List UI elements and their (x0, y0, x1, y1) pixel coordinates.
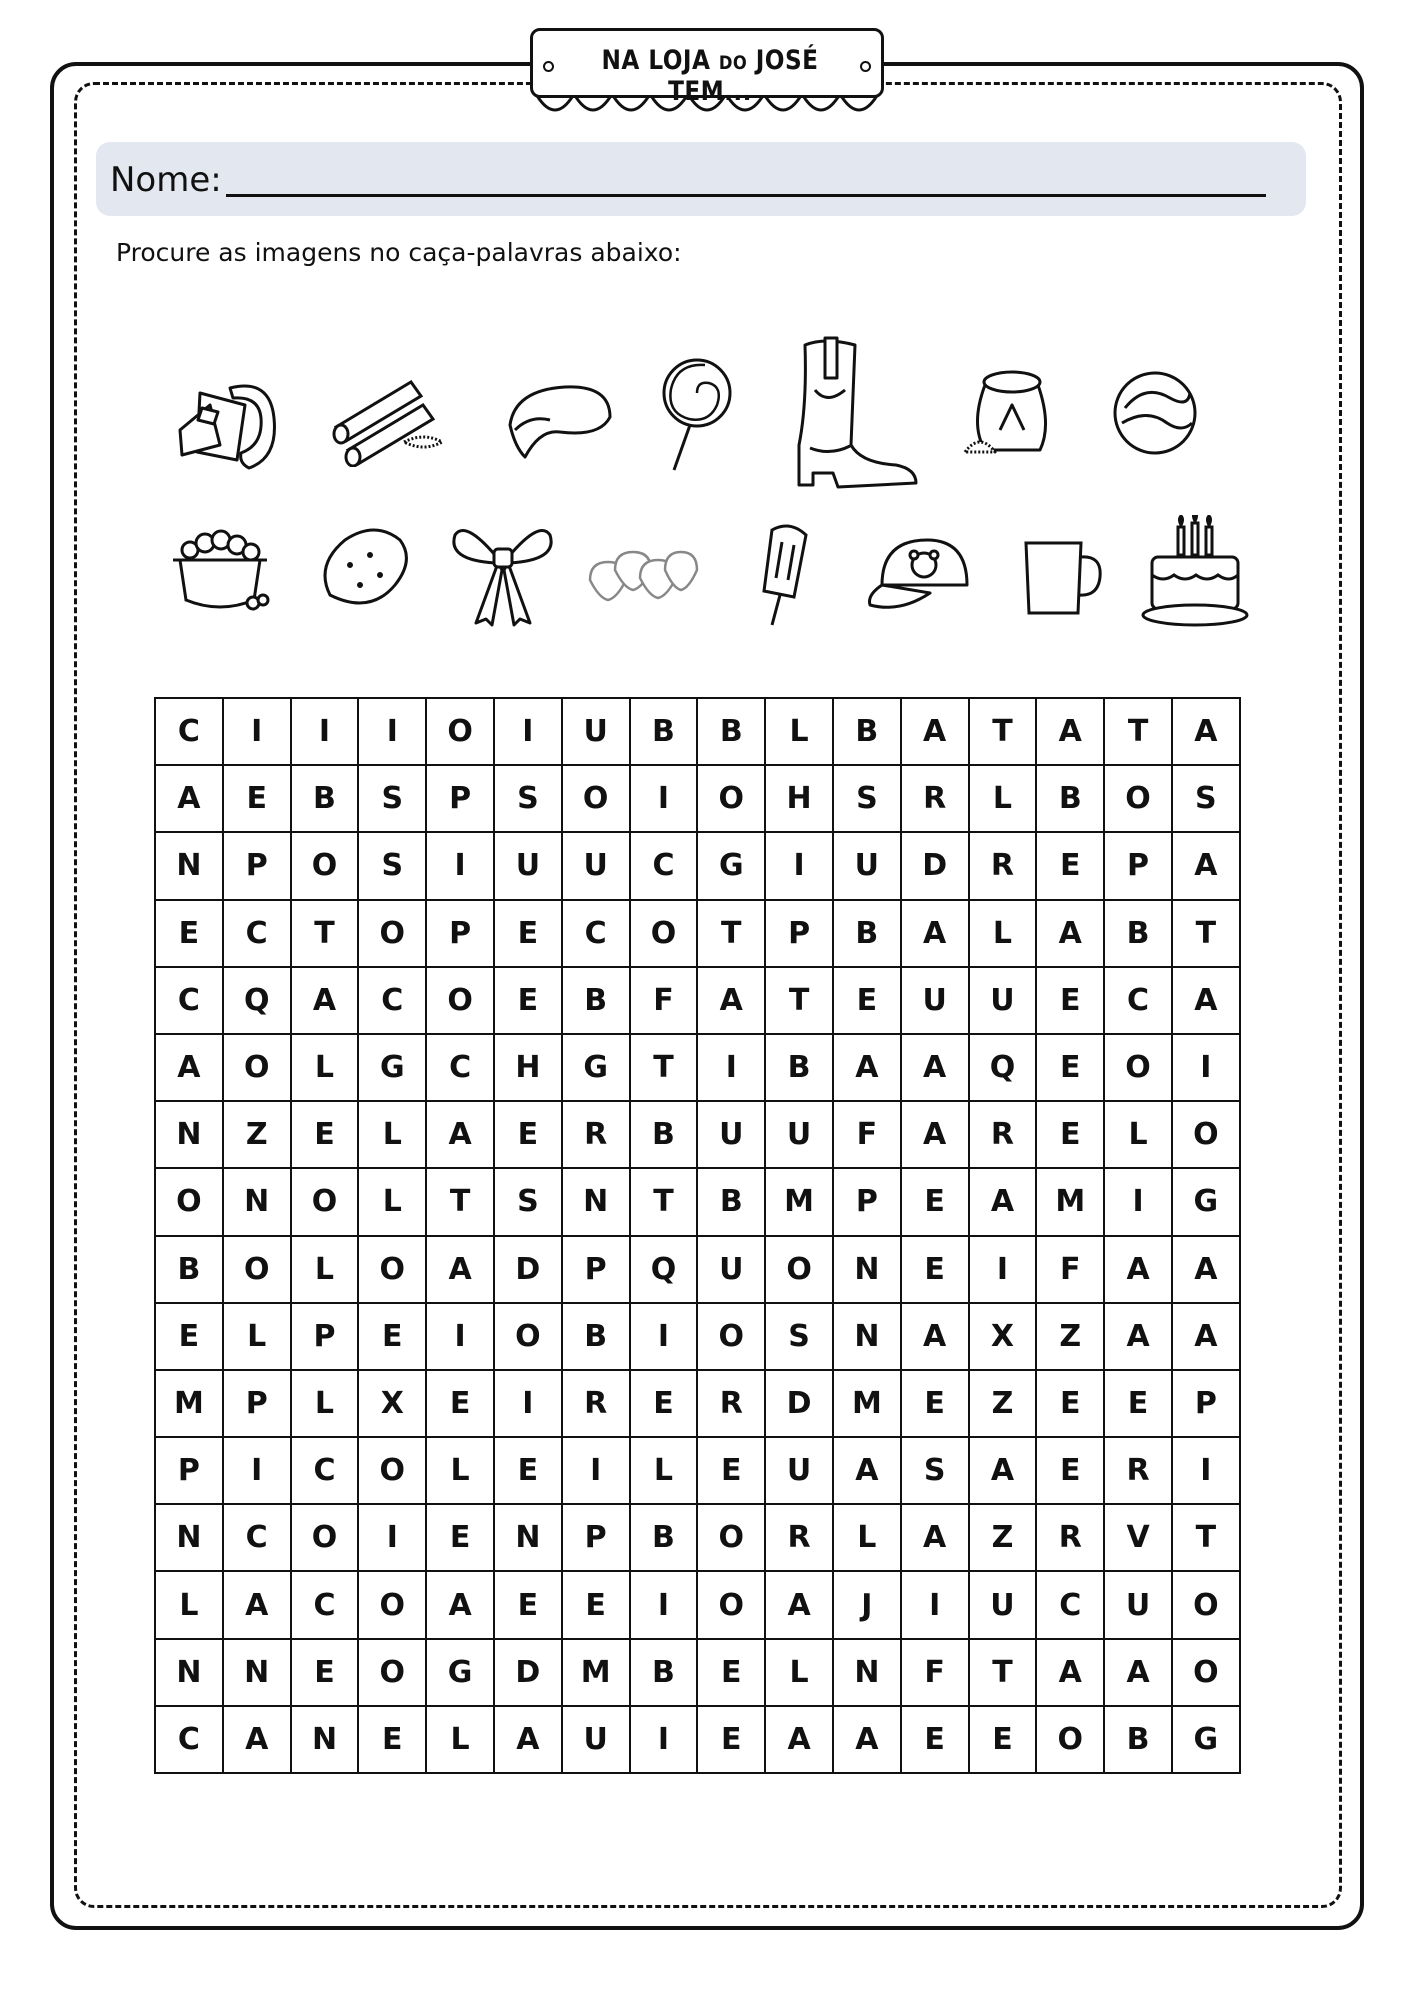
grid-cell[interactable]: I (223, 1437, 291, 1504)
grid-cell[interactable]: P (562, 1236, 630, 1303)
grid-cell[interactable]: J (833, 1571, 901, 1638)
grid-cell[interactable]: E (1036, 1370, 1104, 1437)
grid-row (155, 900, 1240, 967)
grid-cell[interactable]: B (630, 1639, 698, 1706)
grid-cell[interactable]: A (901, 1504, 969, 1571)
grid-cell[interactable]: E (697, 1706, 765, 1773)
birthday-cake-icon (1140, 515, 1250, 630)
grid-cell[interactable]: S (833, 765, 901, 832)
grid-cell[interactable]: C (223, 1504, 291, 1571)
grid-cell[interactable]: Q (969, 1034, 1037, 1101)
grid-cell[interactable]: U (765, 1101, 833, 1168)
grid-cell[interactable]: U (833, 832, 901, 899)
grid-cell[interactable]: L (358, 1168, 426, 1235)
grid-cell[interactable]: E (697, 1639, 765, 1706)
grid-cell[interactable]: E (426, 1504, 494, 1571)
grid-cell[interactable]: N (494, 1504, 562, 1571)
grid-cell[interactable]: T (1104, 698, 1172, 765)
grid-cell[interactable]: R (697, 1370, 765, 1437)
name-field (96, 142, 1306, 216)
grid-cell[interactable]: M (833, 1370, 901, 1437)
grid-cell[interactable]: H (494, 1034, 562, 1101)
lollipop-icon (652, 355, 737, 475)
grid-cell[interactable]: E (1036, 1034, 1104, 1101)
grid-cell[interactable]: B (833, 698, 901, 765)
grid-cell[interactable]: O (697, 765, 765, 832)
grid-row (155, 1639, 1240, 1706)
grid-row (155, 698, 1240, 765)
grid-cell[interactable]: R (562, 1101, 630, 1168)
grid-cell[interactable]: A (1104, 1639, 1172, 1706)
grid-cell[interactable]: P (765, 900, 833, 967)
title-banner (530, 28, 884, 124)
grid-cell[interactable]: O (155, 1168, 223, 1235)
grid-cell[interactable]: L (223, 1303, 291, 1370)
grid-cell[interactable]: P (1172, 1370, 1240, 1437)
grid-cell[interactable]: L (969, 900, 1037, 967)
grid-cell[interactable]: M (1036, 1168, 1104, 1235)
grid-cell[interactable]: D (494, 1236, 562, 1303)
grid-cell[interactable]: C (155, 1706, 223, 1773)
grid-cell[interactable]: E (901, 1236, 969, 1303)
grid-cell[interactable]: N (833, 1303, 901, 1370)
grid-cell[interactable]: E (494, 1437, 562, 1504)
marble-icon (1110, 368, 1200, 458)
grid-cell[interactable]: B (630, 1101, 698, 1168)
grid-cell[interactable]: A (901, 900, 969, 967)
grid-cell[interactable]: B (1104, 900, 1172, 967)
grid-cell[interactable]: F (833, 1101, 901, 1168)
grid-cell[interactable]: H (765, 765, 833, 832)
grid-cell[interactable]: A (1172, 1303, 1240, 1370)
grid-cell[interactable]: T (426, 1168, 494, 1235)
grid-cell[interactable]: Z (969, 1504, 1037, 1571)
grid-cell[interactable]: L (291, 1236, 359, 1303)
grid-cell[interactable]: O (358, 1639, 426, 1706)
grid-cell[interactable]: L (765, 1639, 833, 1706)
grid-cell[interactable]: E (1104, 1370, 1172, 1437)
grid-row (155, 1370, 1240, 1437)
grid-cell[interactable]: E (291, 1101, 359, 1168)
grid-cell[interactable]: A (223, 1706, 291, 1773)
grid-cell[interactable]: O (697, 1504, 765, 1571)
grid-cell[interactable]: E (562, 1571, 630, 1638)
whistle-icon (160, 368, 285, 478)
grid-row (155, 1571, 1240, 1638)
grid-cell[interactable]: A (426, 1236, 494, 1303)
grid-cell[interactable]: U (1104, 1571, 1172, 1638)
grid-cell[interactable]: A (223, 1571, 291, 1638)
nail-left-icon (543, 61, 554, 72)
grid-row (155, 1168, 1240, 1235)
grid-cell[interactable]: I (969, 1236, 1037, 1303)
grid-cell[interactable]: B (562, 1303, 630, 1370)
grid-cell[interactable]: U (969, 1571, 1037, 1638)
grid-cell[interactable]: A (969, 1168, 1037, 1235)
grid-cell[interactable]: O (630, 900, 698, 967)
title-part-3: JOSÉ TEM... (668, 45, 819, 107)
grid-cell[interactable]: A (1104, 1236, 1172, 1303)
name-label: Nome: (110, 160, 222, 200)
grid-cell[interactable]: U (697, 1236, 765, 1303)
grid-cell[interactable]: E (291, 1639, 359, 1706)
title-part-2: DO (718, 52, 748, 74)
grid-cell[interactable]: F (630, 967, 698, 1034)
grid-cell[interactable]: O (358, 1571, 426, 1638)
grid-cell[interactable]: O (426, 967, 494, 1034)
grid-cell[interactable]: L (358, 1101, 426, 1168)
grid-cell[interactable]: A (155, 1034, 223, 1101)
grid-cell[interactable]: E (901, 1168, 969, 1235)
grid-cell[interactable]: E (358, 1303, 426, 1370)
grid-cell[interactable]: N (155, 1101, 223, 1168)
grid-cell[interactable]: Z (1036, 1303, 1104, 1370)
grid-cell[interactable]: E (155, 900, 223, 967)
grid-row (155, 1504, 1240, 1571)
grid-cell[interactable]: G (426, 1639, 494, 1706)
grid-cell[interactable]: I (630, 1706, 698, 1773)
grid-cell[interactable]: I (697, 1034, 765, 1101)
word-search-grid (154, 697, 1241, 1774)
grid-cell[interactable]: B (833, 900, 901, 967)
grid-cell[interactable]: A (901, 1303, 969, 1370)
grid-cell[interactable]: N (223, 1639, 291, 1706)
grid-cell[interactable]: N (833, 1236, 901, 1303)
grid-cell[interactable]: C (1104, 967, 1172, 1034)
grid-cell[interactable]: O (1036, 1706, 1104, 1773)
grid-cell[interactable]: R (1104, 1437, 1172, 1504)
grid-cell[interactable]: L (291, 1034, 359, 1101)
grid-cell[interactable]: S (358, 832, 426, 899)
grid-cell[interactable]: U (765, 1437, 833, 1504)
grid-cell[interactable]: I (426, 1303, 494, 1370)
grid-cell[interactable]: O (1104, 1034, 1172, 1101)
grid-cell[interactable]: A (155, 765, 223, 832)
grid-cell[interactable]: L (426, 1437, 494, 1504)
grid-cell[interactable]: U (562, 1706, 630, 1773)
grid-cell[interactable]: O (426, 698, 494, 765)
grid-cell[interactable]: P (155, 1437, 223, 1504)
grid-cell[interactable]: R (765, 1504, 833, 1571)
grid-cell[interactable]: I (494, 698, 562, 765)
grid-cell[interactable]: F (1036, 1236, 1104, 1303)
grid-cell[interactable]: R (969, 832, 1037, 899)
grid-cell[interactable]: B (697, 1168, 765, 1235)
cap-icon (862, 530, 972, 615)
grid-cell[interactable]: A (426, 1571, 494, 1638)
grid-cell[interactable]: E (901, 1370, 969, 1437)
mug-icon (1018, 535, 1108, 620)
grid-cell[interactable]: T (630, 1034, 698, 1101)
grid-cell[interactable]: T (1172, 900, 1240, 967)
grid-cell[interactable]: O (1172, 1101, 1240, 1168)
grid-cell[interactable]: G (1172, 1706, 1240, 1773)
grid-cell[interactable]: D (765, 1370, 833, 1437)
grid-cell[interactable]: R (1036, 1504, 1104, 1571)
grid-cell[interactable]: A (494, 1706, 562, 1773)
grid-cell[interactable]: I (630, 765, 698, 832)
grid-cell[interactable]: I (1172, 1437, 1240, 1504)
grid-cell[interactable]: C (155, 698, 223, 765)
grid-cell[interactable]: O (223, 1236, 291, 1303)
grid-cell[interactable]: T (697, 900, 765, 967)
grid-row (155, 832, 1240, 899)
grid-cell[interactable]: A (1036, 1639, 1104, 1706)
grid-cell[interactable]: P (291, 1303, 359, 1370)
grid-cell[interactable]: T (969, 1639, 1037, 1706)
grid-cell[interactable]: A (1104, 1303, 1172, 1370)
grid-cell[interactable]: U (494, 832, 562, 899)
grid-cell[interactable]: T (969, 698, 1037, 765)
grid-cell[interactable]: O (494, 1303, 562, 1370)
grid-row (155, 765, 1240, 832)
grid-cell[interactable]: A (1172, 967, 1240, 1034)
grid-cell[interactable]: A (901, 1034, 969, 1101)
grid-cell[interactable]: E (1036, 967, 1104, 1034)
grid-cell[interactable]: L (969, 765, 1037, 832)
grid-cell[interactable]: Z (223, 1101, 291, 1168)
boot-icon (785, 330, 920, 490)
grid-cell[interactable]: N (562, 1168, 630, 1235)
grid-cell[interactable]: I (223, 698, 291, 765)
grid-cell[interactable]: G (697, 832, 765, 899)
grid-cell[interactable]: B (1036, 765, 1104, 832)
grid-cell[interactable]: R (969, 1101, 1037, 1168)
grid-cell[interactable]: U (697, 1101, 765, 1168)
grid-cell[interactable]: E (833, 967, 901, 1034)
grid-cell[interactable]: A (1036, 698, 1104, 765)
grid-cell[interactable]: O (291, 1504, 359, 1571)
grid-row (155, 967, 1240, 1034)
grid-cell[interactable]: M (155, 1370, 223, 1437)
grid-cell[interactable]: A (1172, 698, 1240, 765)
grid-cell[interactable]: I (562, 1437, 630, 1504)
grid-cell[interactable]: U (562, 698, 630, 765)
grid-cell[interactable]: A (833, 1034, 901, 1101)
grid-cell[interactable]: S (494, 1168, 562, 1235)
grid-cell[interactable]: L (291, 1370, 359, 1437)
grid-cell[interactable]: L (630, 1437, 698, 1504)
grid-cell[interactable]: C (291, 1437, 359, 1504)
grid-cell[interactable]: N (833, 1639, 901, 1706)
grid-cell[interactable]: N (155, 1639, 223, 1706)
grid-cell[interactable]: Q (630, 1236, 698, 1303)
grid-cell[interactable]: C (155, 967, 223, 1034)
grid-cell[interactable]: I (494, 1370, 562, 1437)
grid-cell[interactable]: B (765, 1034, 833, 1101)
grid-cell[interactable]: P (833, 1168, 901, 1235)
grid-cell[interactable]: C (630, 832, 698, 899)
grid-cell[interactable]: A (765, 1571, 833, 1638)
grid-cell[interactable]: I (358, 698, 426, 765)
grid-cell[interactable]: B (630, 698, 698, 765)
grid-row (155, 1034, 1240, 1101)
grid-cell[interactable]: C (1036, 1571, 1104, 1638)
grid-cell[interactable]: E (697, 1437, 765, 1504)
grid-cell[interactable]: O (697, 1303, 765, 1370)
grid-cell[interactable]: A (901, 698, 969, 765)
grid-cell[interactable]: T (1172, 1504, 1240, 1571)
grid-cell[interactable]: L (765, 698, 833, 765)
grid-cell[interactable]: U (562, 832, 630, 899)
grid-cell[interactable]: Q (223, 967, 291, 1034)
grid-cell[interactable]: P (562, 1504, 630, 1571)
grid-cell[interactable]: E (1036, 832, 1104, 899)
grid-cell[interactable]: N (155, 1504, 223, 1571)
grid-cell[interactable]: A (426, 1101, 494, 1168)
grid-row (155, 1437, 1240, 1504)
grid-cell[interactable]: A (1172, 832, 1240, 899)
grid-cell[interactable]: L (833, 1504, 901, 1571)
grid-cell[interactable]: O (1104, 765, 1172, 832)
grid-cell[interactable]: A (833, 1437, 901, 1504)
grid-cell[interactable]: T (765, 967, 833, 1034)
grid-cell[interactable]: M (765, 1168, 833, 1235)
grid-cell[interactable]: X (358, 1370, 426, 1437)
grid-cell[interactable]: O (358, 900, 426, 967)
grid-cell[interactable]: A (833, 1706, 901, 1773)
grid-cell[interactable]: P (223, 1370, 291, 1437)
grid-cell[interactable]: I (630, 1303, 698, 1370)
grid-cell[interactable]: I (765, 832, 833, 899)
grid-row (155, 1303, 1240, 1370)
grid-cell[interactable]: B (630, 1504, 698, 1571)
grid-cell[interactable]: C (291, 1571, 359, 1638)
grid-cell[interactable]: I (291, 698, 359, 765)
grid-cell[interactable]: E (494, 1101, 562, 1168)
grid-cell[interactable]: T (291, 900, 359, 967)
grid-cell[interactable]: S (901, 1437, 969, 1504)
grid-cell[interactable]: I (358, 1504, 426, 1571)
grid-row (155, 1101, 1240, 1168)
grid-cell[interactable]: D (901, 832, 969, 899)
grid-cell[interactable]: A (1036, 900, 1104, 967)
grid-cell[interactable]: O (562, 765, 630, 832)
grid-cell[interactable]: P (1104, 832, 1172, 899)
grid-cell[interactable]: S (358, 765, 426, 832)
grid-cell[interactable]: N (223, 1168, 291, 1235)
grid-cell[interactable]: B (1104, 1706, 1172, 1773)
beret-icon (500, 380, 615, 465)
grid-cell[interactable]: I (1104, 1168, 1172, 1235)
page-title (558, 45, 862, 107)
popsicle-icon (752, 520, 817, 630)
grid-cell[interactable]: I (1172, 1034, 1240, 1101)
bow-icon (450, 515, 555, 630)
grid-cell[interactable]: O (1172, 1639, 1240, 1706)
grid-cell[interactable]: S (1172, 765, 1240, 832)
grid-cell[interactable]: E (630, 1370, 698, 1437)
grid-cell[interactable]: P (426, 900, 494, 967)
grid-cell[interactable]: B (291, 765, 359, 832)
grid-cell[interactable]: M (562, 1639, 630, 1706)
cinnamon-icon (326, 372, 446, 467)
grid-cell[interactable]: O (223, 1034, 291, 1101)
grid-cell[interactable]: T (630, 1168, 698, 1235)
grid-cell[interactable]: L (155, 1571, 223, 1638)
instructions: Procure as imagens no caça-palavras abaixo: (116, 238, 682, 267)
grid-cell[interactable]: P (223, 832, 291, 899)
grid-cell[interactable]: R (901, 765, 969, 832)
grid-cell[interactable]: E (969, 1706, 1037, 1773)
banner-sign (530, 28, 884, 107)
grid-row (155, 1236, 1240, 1303)
grid-cell[interactable]: D (494, 1639, 562, 1706)
grid-cell[interactable]: B (697, 698, 765, 765)
grid-cell[interactable]: U (901, 967, 969, 1034)
grid-cell[interactable]: A (765, 1706, 833, 1773)
grid-cell[interactable]: O (765, 1236, 833, 1303)
grid-cell[interactable]: Z (969, 1370, 1037, 1437)
grid-cell[interactable]: B (155, 1236, 223, 1303)
grid-cell[interactable]: O (358, 1236, 426, 1303)
grid-cell[interactable]: E (426, 1370, 494, 1437)
grid-cell[interactable]: L (1104, 1101, 1172, 1168)
grid-cell[interactable]: A (901, 1101, 969, 1168)
grid-cell[interactable]: E (1036, 1101, 1104, 1168)
grid-cell[interactable]: G (1172, 1168, 1240, 1235)
grid-cell[interactable]: N (291, 1706, 359, 1773)
flour-sack-icon (960, 360, 1060, 460)
grid-cell[interactable]: N (155, 832, 223, 899)
grid-cell[interactable]: U (969, 967, 1037, 1034)
grid-cell[interactable]: A (969, 1437, 1037, 1504)
grid-cell[interactable]: A (291, 967, 359, 1034)
grid-cell[interactable]: V (1104, 1504, 1172, 1571)
grid-cell[interactable]: E (901, 1706, 969, 1773)
grid-cell[interactable]: C (358, 967, 426, 1034)
grid-cell[interactable]: E (494, 967, 562, 1034)
popcorn-pot-icon (165, 525, 275, 615)
grid-cell[interactable]: I (630, 1571, 698, 1638)
potato-icon (315, 525, 410, 620)
grid-cell[interactable]: S (494, 765, 562, 832)
grid-cell[interactable]: F (901, 1639, 969, 1706)
grid-cell[interactable]: A (1172, 1236, 1240, 1303)
grid-cell[interactable]: E (155, 1303, 223, 1370)
grid-cell[interactable]: O (1172, 1571, 1240, 1638)
grid-cell[interactable]: E (494, 1571, 562, 1638)
grid-cell[interactable]: B (562, 967, 630, 1034)
grid-row (155, 1706, 1240, 1773)
grid-cell[interactable]: R (562, 1370, 630, 1437)
grid-cell[interactable]: C (562, 900, 630, 967)
grid-cell[interactable]: C (223, 900, 291, 967)
grid-cell[interactable]: E (223, 765, 291, 832)
grid-cell[interactable]: E (1036, 1437, 1104, 1504)
grid-cell[interactable]: O (358, 1437, 426, 1504)
grid-cell[interactable]: O (291, 1168, 359, 1235)
grid-cell[interactable]: O (697, 1571, 765, 1638)
grid-cell[interactable]: G (562, 1034, 630, 1101)
grid-cell[interactable]: L (426, 1706, 494, 1773)
grid-cell[interactable]: I (901, 1571, 969, 1638)
name-write-line[interactable] (226, 194, 1266, 197)
grid-cell[interactable]: G (358, 1034, 426, 1101)
grid-cell[interactable]: I (426, 832, 494, 899)
grid-cell[interactable]: O (291, 832, 359, 899)
grid-cell[interactable]: X (969, 1303, 1037, 1370)
grid-cell[interactable]: E (358, 1706, 426, 1773)
grid-cell[interactable]: E (494, 900, 562, 967)
grid-cell[interactable]: S (765, 1303, 833, 1370)
grid-cell[interactable]: P (426, 765, 494, 832)
grid-cell[interactable]: A (697, 967, 765, 1034)
title-part-1: NA LOJA (601, 45, 711, 76)
grid-cell[interactable]: C (426, 1034, 494, 1101)
strawberries-icon (585, 540, 700, 605)
